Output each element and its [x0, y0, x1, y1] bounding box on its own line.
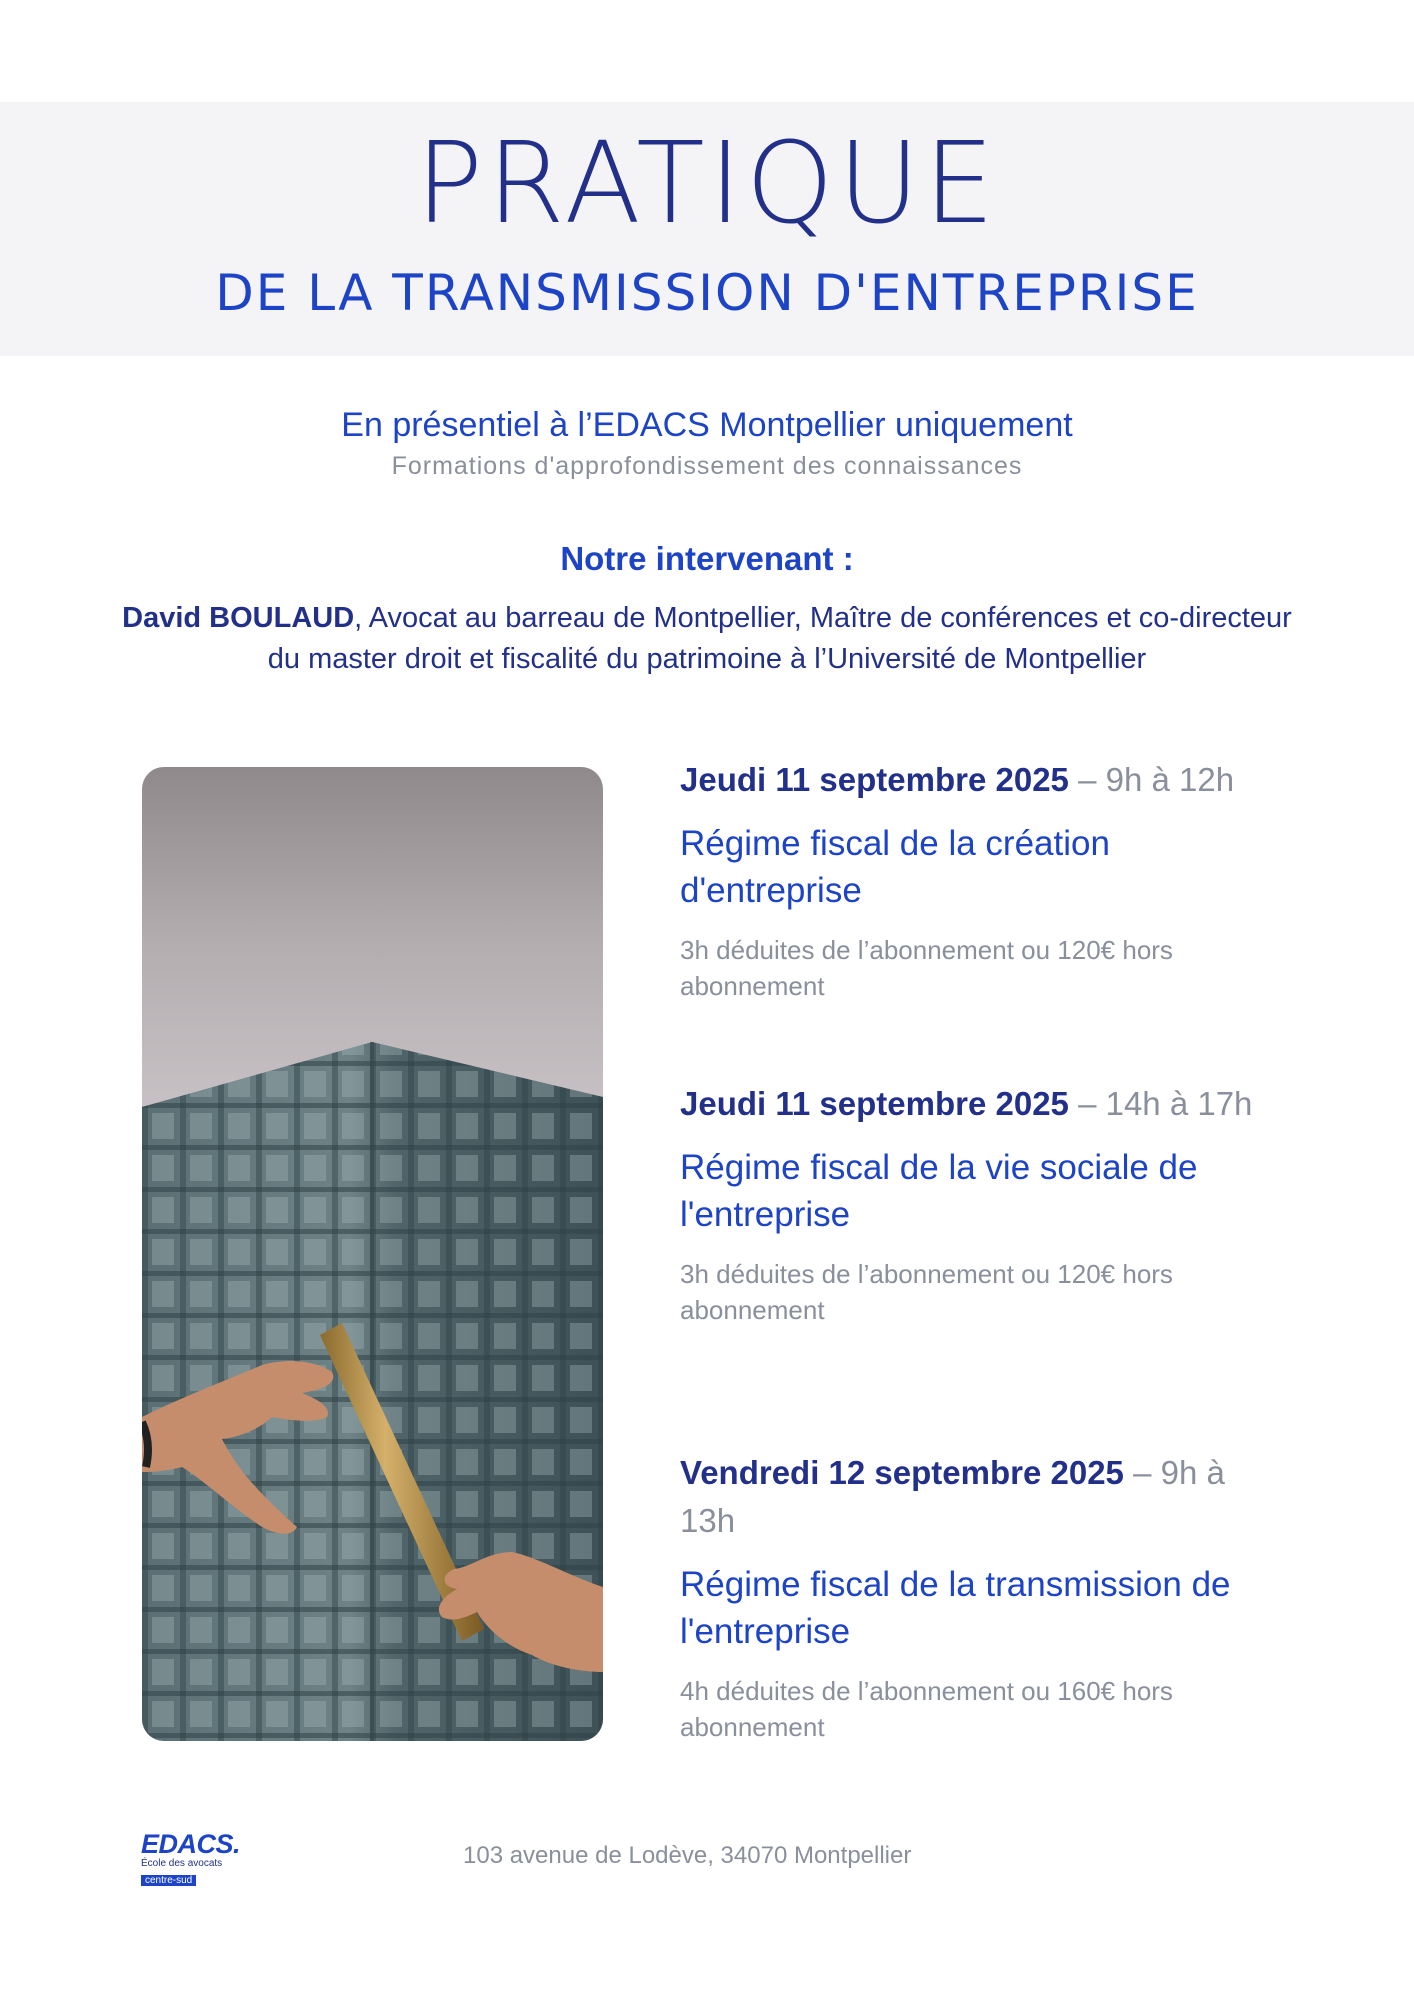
session-card	[680, 756, 1280, 1004]
edacs-logo	[141, 1830, 251, 1886]
session-title: Régime fiscal de la création d'entreprise	[680, 824, 1110, 910]
session-title: Régime fiscal de la vie sociale de l'entreprise	[680, 1148, 1198, 1234]
session-date: Jeudi 11 septembre 2025	[680, 1085, 1069, 1122]
session-time: – 9h à 13h	[680, 1454, 1225, 1539]
logo-tagline-highlight: centre-sud	[141, 1875, 196, 1886]
session-date-line	[680, 1449, 1280, 1545]
session-card	[680, 1449, 1280, 1745]
page-title: PRATIQUE	[415, 119, 999, 249]
session-price: 4h déduites de l’abonnement ou 160€ hors abonnement	[680, 1676, 1173, 1742]
attendance-mode: En présentiel à l’EDACS Montpellier uniquement	[341, 406, 1073, 444]
session-title: Régime fiscal de la transmission de l'entreprise	[680, 1565, 1231, 1651]
formations-label: Formations d'approfondissement des connaissances	[391, 452, 1023, 480]
footer-address: 103 avenue de Lodève, 34070 Montpellier	[463, 1842, 912, 1869]
logo-wordmark: EDACS.	[141, 1829, 241, 1859]
session-card	[680, 1080, 1280, 1328]
speaker-description	[120, 598, 1294, 680]
session-date-line	[680, 1080, 1280, 1128]
speaker-name: David BOULAUD	[122, 602, 355, 634]
session-date: Vendredi 12 septembre 2025	[680, 1454, 1124, 1491]
session-date: Jeudi 11 septembre 2025	[680, 761, 1069, 798]
session-price: 3h déduites de l’abonnement ou 120€ hors abonnement	[680, 935, 1173, 1001]
session-date-line	[680, 756, 1280, 804]
session-time: – 14h à 17h	[1068, 1085, 1253, 1122]
session-time: – 9h à 12h	[1068, 761, 1235, 798]
logo-tagline: École des avocats	[141, 1858, 223, 1869]
session-price: 3h déduites de l’abonnement ou 120€ hors abonnement	[680, 1259, 1173, 1325]
speaker-bio: , Avocat au barreau de Montpellier, Maître de conférences et co-directeur du master droit et fiscalité du patrimoine à l’Université de Montpellier	[267, 602, 1292, 675]
page-subtitle: DE LA TRANSMISSION D'ENTREPRISE	[215, 264, 1199, 322]
speaker-heading: Notre intervenant :	[560, 540, 854, 577]
baton-relay-photo	[142, 767, 603, 1741]
